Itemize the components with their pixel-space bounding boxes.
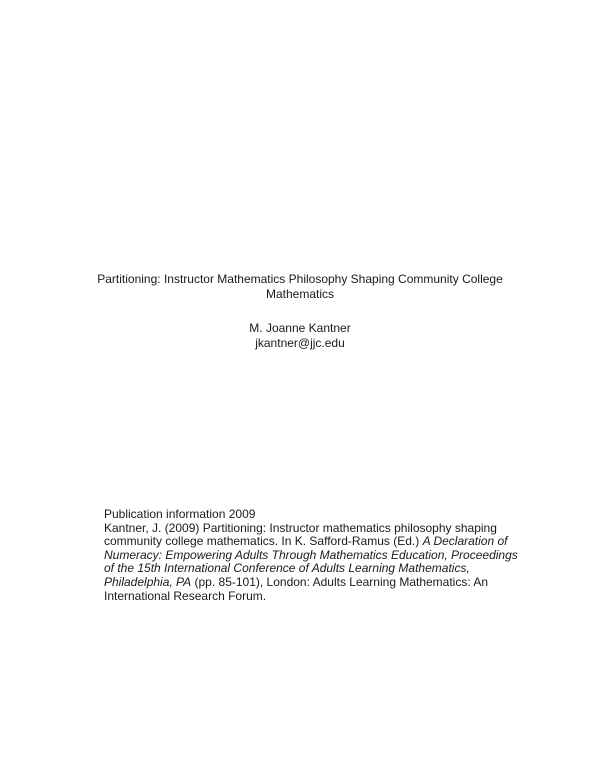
paper-title xyxy=(0,272,600,302)
citation-line-3 xyxy=(104,547,518,563)
publication-heading: Publication information 2009 xyxy=(104,507,256,521)
author-block xyxy=(0,321,600,351)
citation-line-6: International Research Forum. xyxy=(104,588,267,603)
citation-location: Philadelphia, PA xyxy=(104,574,192,589)
citation-line-1: Kantner, J. (2009) Partitioning: Instructor mathematics philosophy shaping xyxy=(104,520,497,535)
author-email: jkantner@jjc.edu xyxy=(255,336,345,350)
publication-info xyxy=(104,507,518,603)
title-line-2: Mathematics xyxy=(265,287,335,301)
citation-book-title-middle: Numeracy: Empowering Adults Through Mathematics Education, Proceedings xyxy=(104,547,518,562)
title-line-1: Partitioning: Instructor Mathematics Philosophy Shaping Community College xyxy=(97,272,503,286)
citation-line-2 xyxy=(104,534,508,549)
citation-book-title-end: of the 15th International Conference of Adults Learning Mathematics, xyxy=(104,561,470,576)
citation-line-5 xyxy=(104,576,504,590)
citation-book-title-start: A Declaration of xyxy=(422,534,508,549)
citation-pages-publisher: (pp. 85-101), London: Adults Learning Mathematics: An xyxy=(191,574,489,589)
citation-line-4 xyxy=(104,562,504,576)
author-name: M. Joanne Kantner xyxy=(249,321,351,335)
citation-line-2-text: community college mathematics. In K. Safford-Ramus (Ed.) xyxy=(104,534,423,549)
